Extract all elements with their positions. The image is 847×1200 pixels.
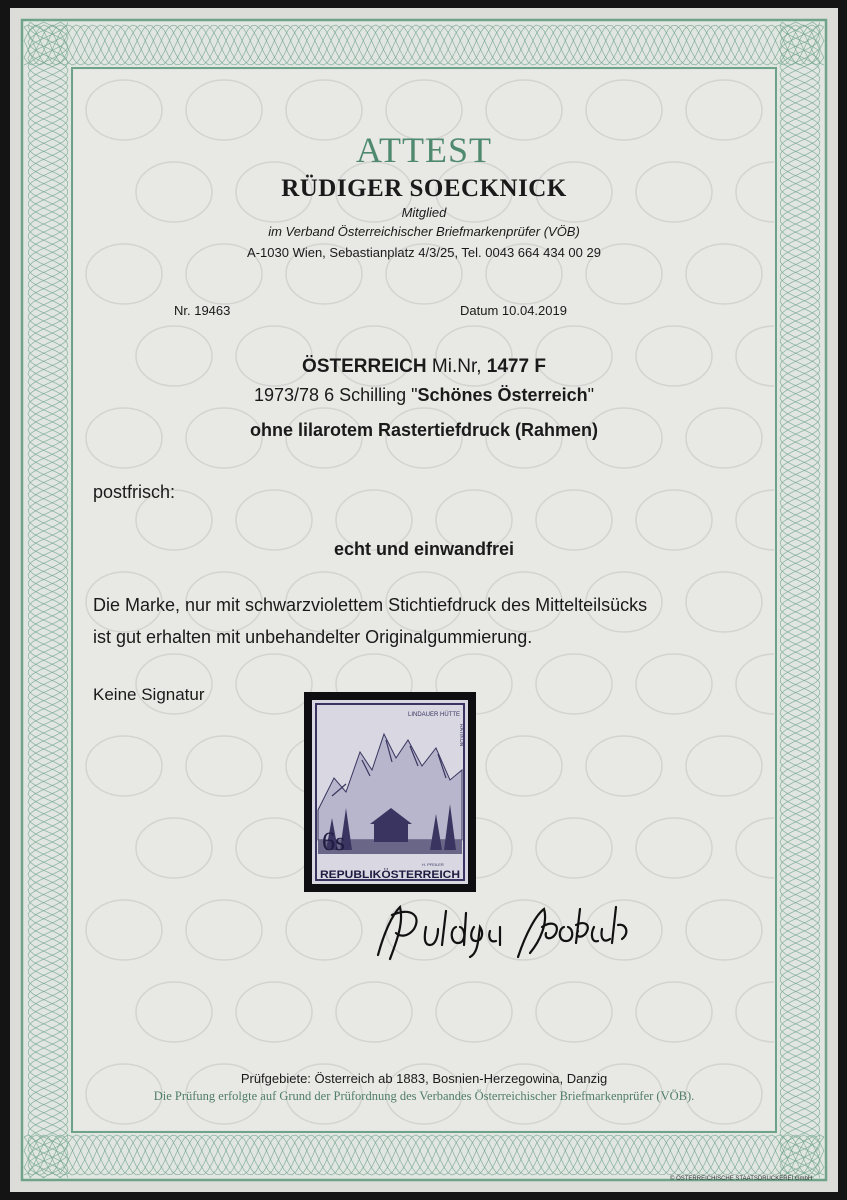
stamp-side-caption: RÄTIKON bbox=[458, 724, 464, 747]
stamp-image bbox=[312, 700, 468, 884]
examiner-signature bbox=[370, 893, 640, 973]
stamp-description-line-1: Die Marke, nur mit schwarzviolettem Stichtiefdruck des Mittelteilsücks bbox=[93, 595, 648, 615]
certificate-sheet bbox=[10, 8, 838, 1192]
issue-prefix: 1973/78 6 Schilling " bbox=[254, 385, 418, 405]
exam-regions: Prüfgebiete: Österreich ab 1883, Bosnien-Herzegowina, Danzig bbox=[240, 1071, 608, 1086]
certificate-date: Datum 10.04.2019 bbox=[460, 303, 567, 318]
certificate-number: Nr. 19463 bbox=[174, 303, 231, 318]
stamp-country: ÖSTERREICH bbox=[302, 356, 427, 377]
stamp-top-caption: LINDAUER HÜTTE bbox=[408, 712, 461, 718]
stamp-country-line bbox=[10, 356, 838, 378]
examiner-name: RÜDIGER SOECKNICK bbox=[281, 175, 567, 202]
issue-suffix: " bbox=[587, 385, 594, 405]
certificate-title: ATTEST bbox=[356, 130, 492, 170]
signature-note: Keine Signatur bbox=[93, 685, 205, 704]
membership-label: Mitglied bbox=[401, 205, 447, 220]
copyright-note: © ÖSTERREICHISCHE STAATSDRUCKEREI GmbH bbox=[670, 1176, 813, 1182]
exam-verdict: echt und einwandfrei bbox=[333, 539, 515, 559]
issue-series: Schönes Österreich bbox=[417, 385, 588, 405]
association-name: im Verband Österreichischer Briefmarkenprüfer (VÖB) bbox=[268, 224, 580, 239]
examiner-address: A-1030 Wien, Sebastianplatz 4/3/25, Tel. 0043 664 434 00 29 bbox=[247, 245, 601, 260]
stamp-variety: ohne lilarotem Rastertiefdruck (Rahmen) bbox=[249, 420, 599, 440]
stamp-designer: H. PFEILER bbox=[422, 862, 444, 867]
stamp-country-text: REPUBLIKÖSTERREICH bbox=[320, 869, 449, 881]
catalog-prefix: Mi.Nr, bbox=[431, 356, 482, 377]
stamp-face-value: 6s bbox=[322, 827, 346, 856]
stamp-issue-line bbox=[10, 385, 838, 406]
catalog-number: 1477 F bbox=[486, 356, 546, 377]
stamp-description-line-2: ist gut erhalten mit unbehandelter Originalgummierung. bbox=[93, 627, 533, 647]
stamp-photo bbox=[304, 692, 476, 892]
stamp-condition: postfrisch: bbox=[93, 482, 176, 502]
legal-note: Die Prüfung erfolgte auf Grund der Prüfordnung des Verbandes Österreichischer Briefmarkenprüfer (VÖB). bbox=[153, 1089, 695, 1103]
